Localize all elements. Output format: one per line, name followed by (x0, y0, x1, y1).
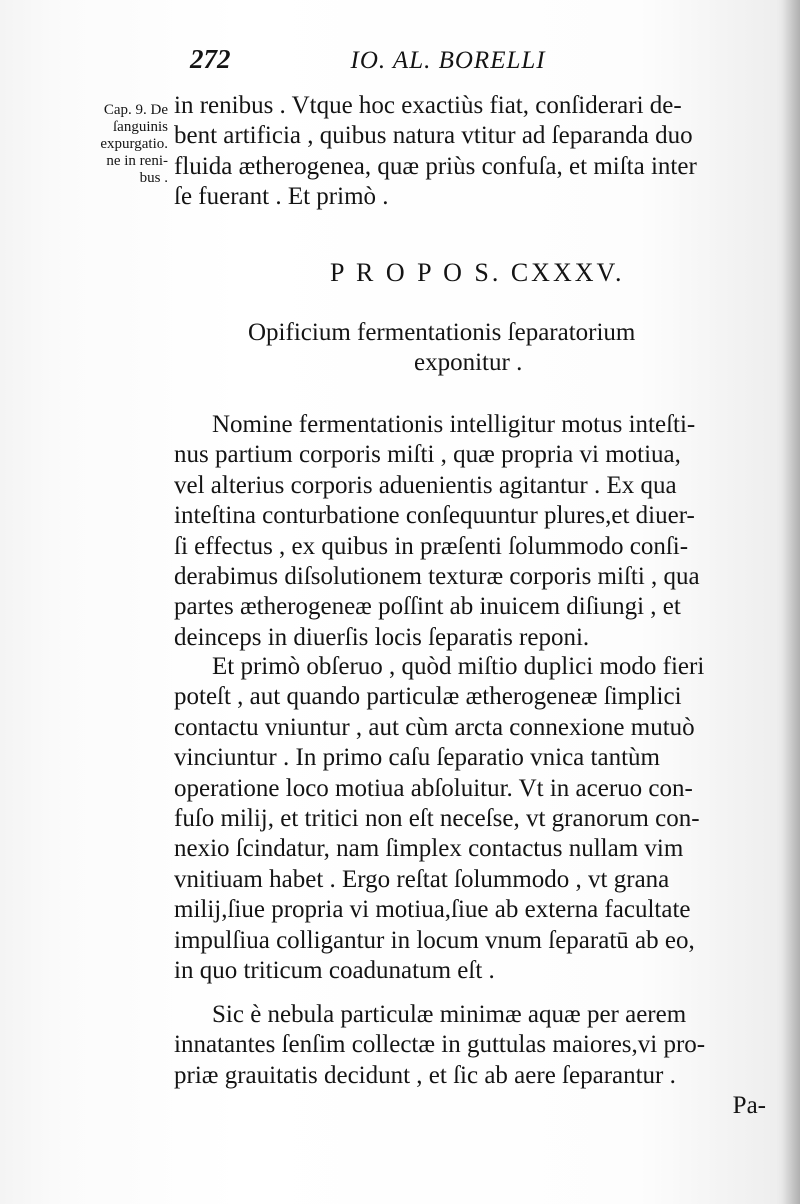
text-line: derabimus diſsolutionem texturæ corporis miſti , qua (174, 563, 700, 591)
text-line: nexio ſcindatur, nam ſimplex contactus nullam vim (174, 835, 684, 863)
text-line: fluida ætherogenea, quæ priùs confuſa, et miſta inter (174, 152, 697, 180)
page-header (190, 44, 610, 75)
text-line: milij,ſiue propria vi motiua,ſiue ab externa facultate (174, 896, 691, 924)
text-line: fuſo milij, et tritici non eſt neceſse, vt granorum con- (174, 805, 700, 833)
paragraph-1 (174, 91, 790, 213)
catchword: Pa- (732, 1092, 766, 1120)
text-line: vel alterius corporis aduenientis agitantur . Ex qua (174, 471, 677, 499)
margin-note-line: bus . (139, 170, 168, 186)
running-head: IO. AL. BORELLI (350, 47, 546, 74)
text-line: bent artificia , quibus natura vtitur ad ſeparanda duo (174, 122, 693, 150)
text-line: in quo triticum coadunatum eſt . (174, 957, 495, 985)
paragraph-4 (174, 1000, 790, 1122)
proposition-heading: P R O P O S. CXXXV. (330, 258, 625, 287)
text-line: ſe fuerant . Et primò . (174, 183, 389, 211)
text-line: vinciuntur . In primo caſu ſeparatio vnica tantùm (174, 744, 660, 772)
text-line: ſi effectus , ex quibus in præſenti ſolummodo conſi- (174, 532, 689, 560)
text-line: nus partium corporis miſti , quæ propria vi motiua, (174, 441, 681, 469)
text-line: contactu vniuntur , aut cùm arcta connexione mutuò (174, 713, 695, 741)
paragraph-2 (174, 410, 790, 653)
text-line: impulſiua colligantur in locum vnum ſeparatū ab eo, (174, 926, 695, 954)
title-line: Opificium fermentationis ſeparatorium (248, 319, 636, 346)
margin-note-line: expurgatio. (100, 136, 168, 152)
text-line: priæ grauitatis decidunt , et ſic ab aere ſeparantur . (174, 1061, 676, 1089)
title-line: exponitur . (414, 349, 523, 376)
page-number: 272 (190, 44, 231, 74)
margin-note-line: ſanguinis (113, 119, 168, 135)
page-edge-shadow (782, 0, 800, 1204)
text-line: Sic è nebula particulæ minimæ aquæ per aerem (212, 1001, 687, 1028)
text-line: innatantes ſenſim collectæ in guttulas maiores,vi pro- (174, 1031, 706, 1059)
margin-note-line: Cap. 9. De (103, 102, 168, 118)
text-line: Nomine fermentationis intelligitur motus inteſti- (212, 411, 696, 438)
text-line: inteſtina conturbatione conſequuntur plures,et diuer- (174, 502, 695, 530)
text-line: Et primò obſeruo , quòd miſtio duplici modo fieri (212, 653, 705, 680)
text-line: partes ætherogeneæ poſſint ab inuicem diſiungi , et (174, 593, 681, 621)
text-line: in renibus . Vtque hoc exactiùs fiat, conſiderari de- (174, 92, 682, 119)
proposition-title (248, 318, 768, 378)
margin-note (58, 102, 168, 187)
text-line: deinceps in diuerſis locis ſeparatis reponi. (174, 623, 590, 651)
text-line: operatione loco motiua abſoluitur. Vt in aceruo con- (174, 774, 693, 802)
margin-note-line: ne in reni- (106, 153, 168, 169)
text-line: poteſt , aut quando particulæ ætherogeneæ ſimplici (174, 683, 682, 711)
paragraph-3 (174, 652, 790, 986)
text-line: vnitiuam habet . Ergo reſtat ſolummodo , vt grana (174, 865, 670, 893)
